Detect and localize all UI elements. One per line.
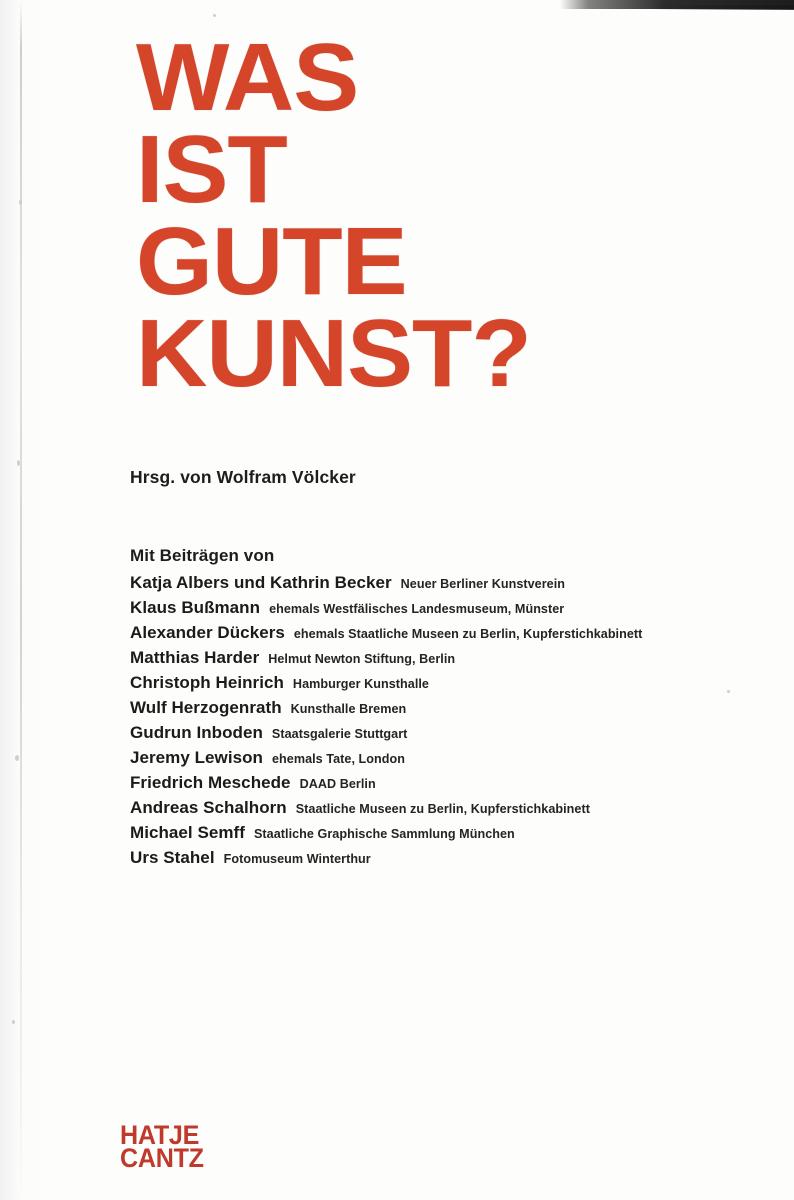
contributor-row [130,623,750,648]
book-title [136,24,696,407]
contributor-affiliation: ehemals Staatliche Museen zu Berlin, Kupferstichkabinett [293,627,643,641]
contributor-row [130,648,750,673]
contributor-name: Alexander Dückers [130,623,285,642]
contributor-row [130,598,750,623]
contributor-name: Jeremy Lewison [130,748,263,767]
scan-speck [213,14,216,17]
title-line-1: WAS [136,24,359,131]
contributor-affiliation: Hamburger Kunsthalle [292,677,429,691]
contributor-row [130,773,750,798]
contributor-affiliation: Kunsthalle Bremen [290,702,407,716]
contributor-row [130,673,750,698]
contributor-name: Andreas Schalhorn [130,798,287,817]
scan-speck [15,755,19,761]
publisher-logo [120,1120,204,1173]
contributor-name: Katja Albers und Kathrin Becker [130,573,392,592]
publisher-logo-line-2: CANTZ [120,1143,204,1173]
title-line-3: GUTE [136,208,407,315]
contributor-name: Christoph Heinrich [130,673,284,692]
contributors-section [130,546,750,873]
scan-gutter-line [20,0,22,1200]
contributor-name: Wulf Herzogenrath [130,698,282,717]
contributors-intro: Mit Beiträgen von [130,546,275,565]
contributor-row [130,823,750,848]
contributor-affiliation: Helmut Newton Stiftung, Berlin [268,652,456,666]
contributor-affiliation: Staatliche Graphische Sammlung München [253,827,515,841]
contributor-affiliation: Neuer Berliner Kunstverein [400,577,566,591]
contributor-name: Urs Stahel [130,848,215,867]
contributor-affiliation: DAAD Berlin [299,777,376,791]
scan-gutter-shadow [0,0,46,1200]
contributor-name: Michael Semff [130,823,245,842]
contributor-name: Gudrun Inboden [130,723,263,742]
contributor-name: Matthias Harder [130,648,260,667]
publisher-logo-line-1: HATJE [120,1120,200,1150]
contributor-row [130,748,750,773]
contributor-name: Friedrich Meschede [130,773,291,792]
contributor-row [130,848,750,873]
contributor-affiliation: Staatsgalerie Stuttgart [271,727,408,741]
contributor-affiliation: Staatliche Museen zu Berlin, Kupferstichkabinett [295,802,590,816]
scan-speck [12,1020,15,1024]
title-line-2: IST [136,116,287,223]
title-line-4: KUNST? [136,300,531,407]
contributor-row [130,573,750,598]
contributor-row [130,723,750,748]
contributor-row [130,798,750,823]
contributor-name: Klaus Bußmann [130,598,261,617]
scan-speck [17,460,20,466]
contributor-row [130,698,750,723]
scan-speck [19,200,22,205]
editor-credit: Hrsg. von Wolfram Völcker [130,467,356,487]
contributor-affiliation: Fotomuseum Winterthur [223,852,371,866]
contributor-affiliation: ehemals Westfälisches Landesmuseum, Münster [269,602,565,616]
contributor-affiliation: ehemals Tate, London [271,752,406,766]
scan-top-edge-artifact [560,0,794,9]
